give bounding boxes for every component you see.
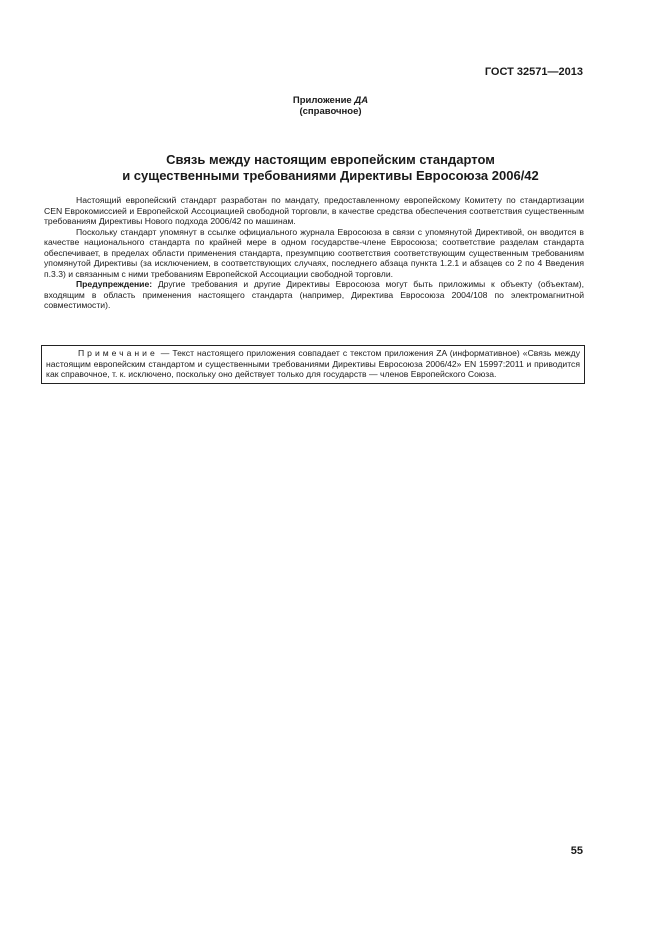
annex-title-line1: Связь между настоящим европейским стандартом	[166, 152, 495, 167]
warning-text: Другие требования и другие Директивы Евросоюза могут быть приложимы к объекту (объектам), входящим в область применения настоящего стандарта (например, Директива Евросоюза 2004/108 по электромагнитной совместимости).	[44, 279, 584, 310]
annex-status: (справочное)	[299, 106, 362, 117]
annex-label: Приложение	[292, 95, 352, 106]
note-text: — Текст настоящего приложения совпадает с текстом приложения ZA (информативное) «Связь между настоящим европейским стандартом и существенными требованиями Директивы Евросоюза 2006/42» EN 15997:2011 и приводится как справочное, т. к. исключено, поскольку оно действует только для государств — членов Европейского Союза.	[46, 348, 580, 379]
paragraph-warning	[44, 279, 584, 311]
annex-label-line	[0, 95, 661, 106]
paragraph-2: Поскольку стандарт упомянут в ссылке официального журнала Евросоюза в связи с упомянутой Директивой, он вводится в качестве национального стандарта по крайней мере в одном государстве-члене Евросоюза; соответствие разделам стандарта обеспечивает, в пределах области применения стандарта, презумпцию соответствия соответствующим существенным требованиям упомянутой Директивы (за исключением, в соответствующих случаях, последнего абзаца пункта 1.2.1 и абзацев со 2 по 4 Введения п.3.3) и связанным с ними требованиям Европейской Ассоциации свободной торговли.	[44, 226, 584, 279]
annex-letters: ДА	[354, 95, 369, 106]
document-code: ГОСТ 32571—2013	[484, 66, 583, 78]
annex-title	[0, 152, 661, 184]
note-paragraph	[46, 348, 580, 380]
annex-heading	[0, 95, 661, 117]
paragraph-1: Настоящий европейский стандарт разработан по мандату, предоставленному европейскому Комитету по стандартизации CEN Еврокомиссией и Европейской Ассоциацией свободной торговли, в качестве средства обеспечения соответствия существенным требованиям Директивы Нового подхода 2006/42 по машинам.	[44, 195, 584, 226]
warning-label: Предупреждение:	[76, 279, 153, 289]
note-label: Примечание	[78, 348, 158, 358]
note-box	[41, 345, 585, 384]
page-number: 55	[570, 845, 583, 857]
annex-title-line2: и существенными требованиями Директивы Евросоюза 2006/42	[122, 168, 539, 183]
annex-body	[44, 195, 584, 311]
